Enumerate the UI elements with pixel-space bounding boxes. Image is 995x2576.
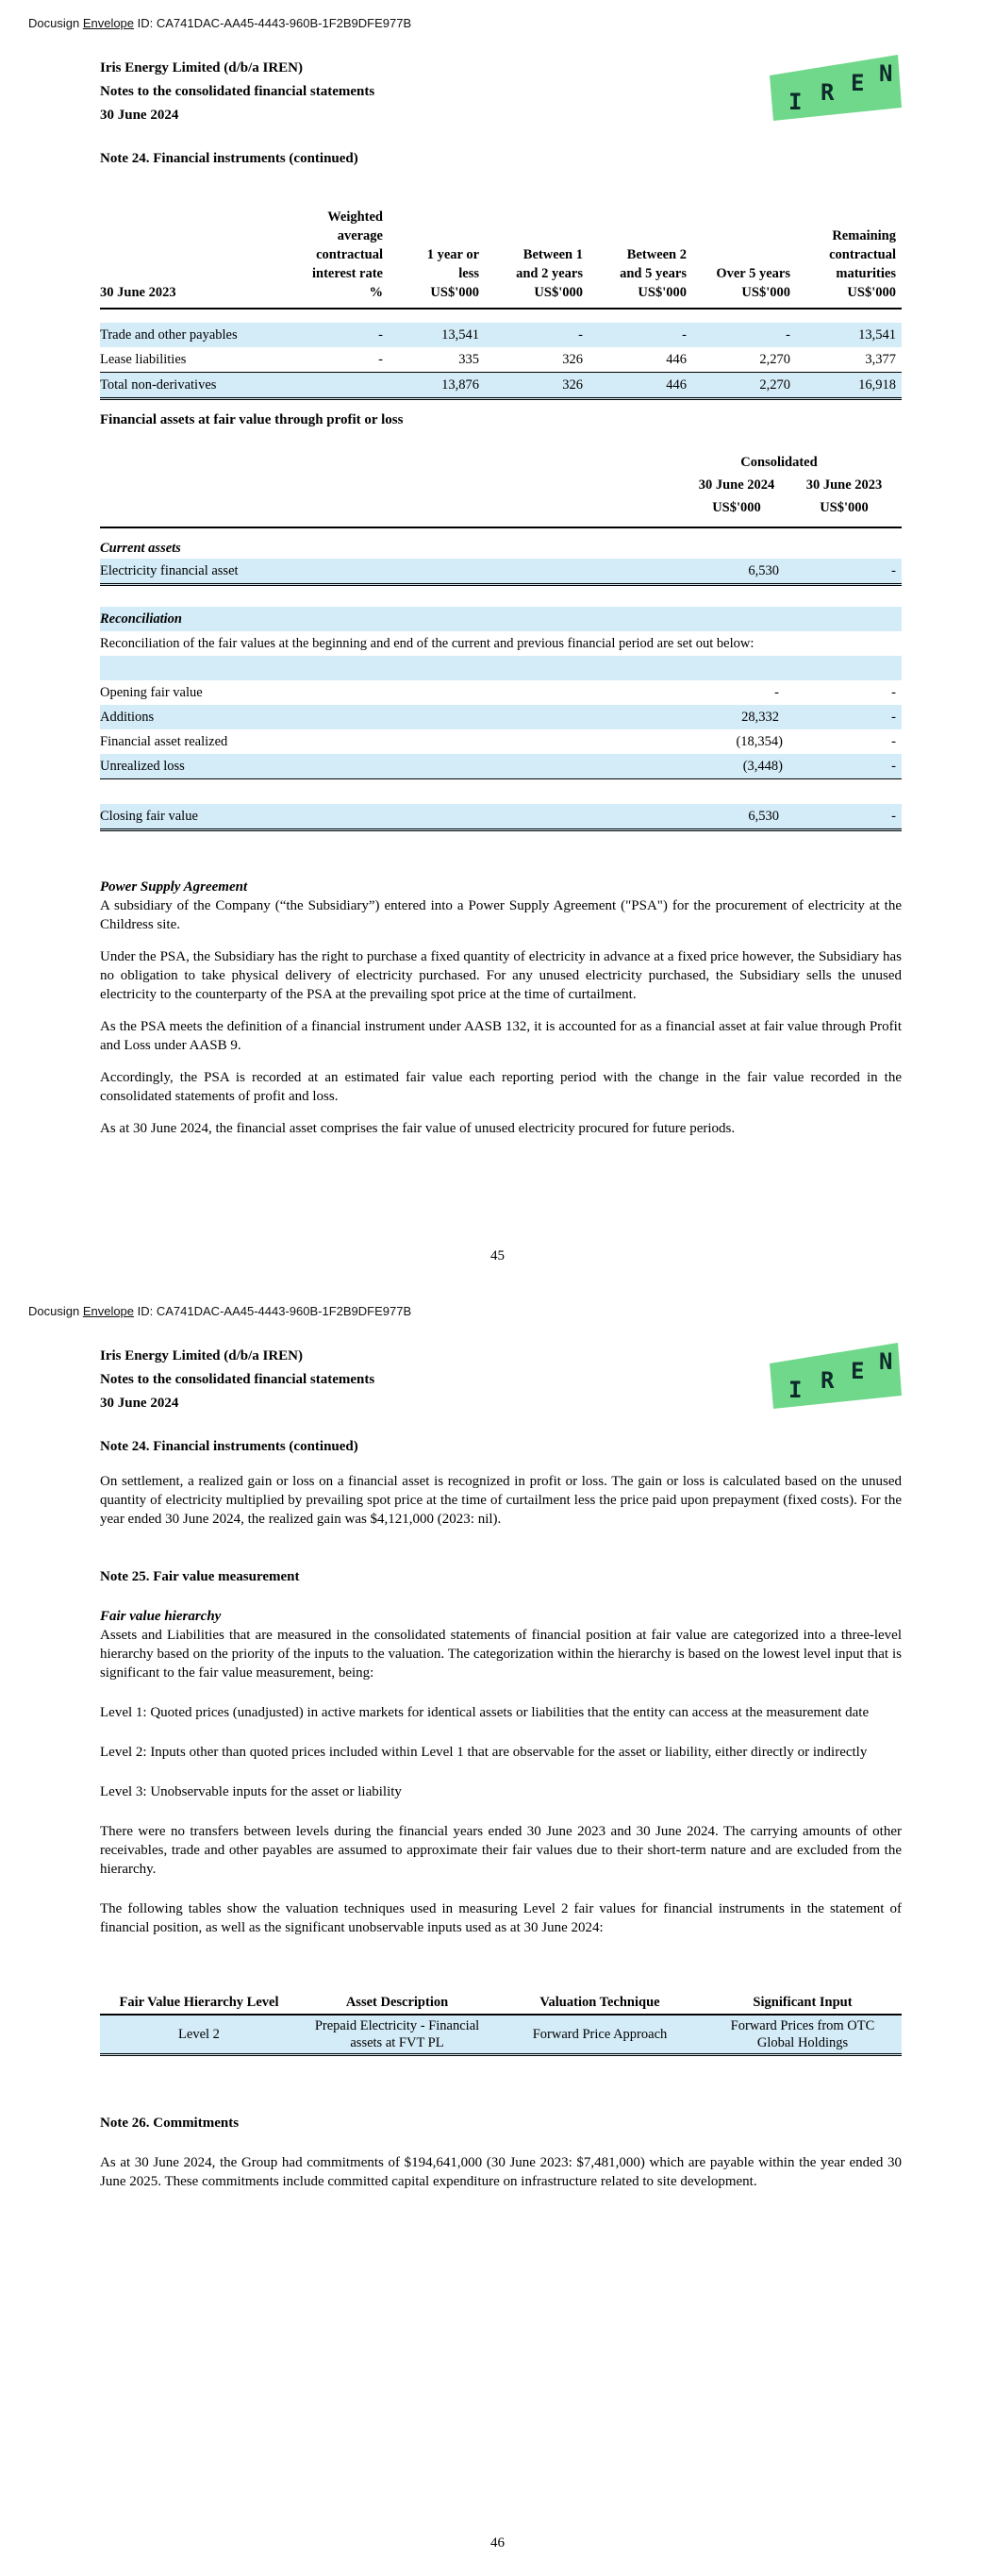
table-row: Electricity financial asset 6,530 - [100,559,902,586]
page-46 [0,1288,995,2576]
table-header [100,198,902,302]
table-row: Unrealized loss (3,448) - [100,754,902,779]
header-technique: Valuation Technique [539,1995,660,2010]
psa-paragraph-4: Accordingly, the PSA is recorded at an estimated fair value each reporting period with the change in the fair value recorded in the consolidated statements of profit and loss. [100,1070,902,1104]
header-period: 30 June 2023 [100,285,176,300]
table-total-row: Total non-derivatives 13,876 326 446 2,270 16,918 [100,372,902,400]
fvpl-header [100,453,902,527]
transfers-paragraph: There were no transfers between levels during the financial years ended 30 June 2023 and 30 June 2024. The carrying amounts of other receivables, trade and other payables are assumed to approximate their fair values due to their short-term nature and are excluded from the hierarchy. [100,1824,902,1877]
fv-hierarchy-title: Fair value hierarchy [100,1609,222,1624]
col-2024: 30 June 2024 [698,477,775,493]
svg-text:E: E [851,1358,865,1384]
valuation-table [100,1991,902,2056]
psa-paragraph-5: As at 30 June 2024, the financial asset comprises the fair value of unused electricity procured for future periods. [100,1121,736,1136]
cell-level: Level 2 [178,2027,220,2042]
maturity-table [100,198,902,400]
table-row: Opening fair value - - [100,685,896,700]
table-row: Lease liabilities - 335 326 446 2,270 3,377 [100,352,896,367]
document-header [100,57,374,127]
level-3-text: Level 3: Unobservable inputs for the asset or liability [100,1784,402,1799]
psa-section [100,878,902,1151]
header-remaining: Remaining contractual maturities US$'000 [829,228,896,300]
iren-logo [766,1335,905,1413]
svg-text:N: N [879,60,893,87]
note-24-title: Note 24. Financial instruments (continued) [100,151,358,166]
statement-title: Notes to the consolidated financial statements [100,84,375,99]
unit-2024: US$'000 [712,500,761,515]
table-header [100,1991,902,2016]
fair-value-section [100,1607,902,1950]
header-asset: Asset Description [345,1995,449,2010]
page-number: 45 [490,1248,505,1263]
header-over-5-years: Over 5 years US$'000 [716,266,790,300]
statement-title: Notes to the consolidated financial statements [100,1372,375,1387]
commitments-paragraph: As at 30 June 2024, the Group had commitments of $194,641,000 (30 June 2023: $7,481,000) which are payable within the year ended 30 June 2025. These commitments include committed capital expenditure on infrastructure related to site development. [100,2155,902,2189]
col-2023: 30 June 2023 [805,477,883,493]
cell-input: Forward Prices from OTC Global Holdings [730,2018,875,2050]
table-row: Financial asset realized (18,354) - [100,734,896,749]
header-input: Significant Input [753,1995,853,2010]
statement-date: 30 June 2024 [100,108,179,123]
header-2-5-years: Between 2 and 5 years US$'000 [620,247,687,300]
reconciliation-label: Reconciliation [100,607,902,631]
settlement-paragraph: On settlement, a realized gain or loss on a financial asset is recognized in profit or loss. The gain or loss is calculated based on the unused quantity of electricity multiplied by prevailing spot price at the time of curtailment less the price paid upon prepayment (fixed costs). For the year ended 30 June 2024, the realized gain was $4,121,000 (2023: nil). [100,1474,902,1527]
table-row: Additions 28,332 - [100,705,902,729]
current-assets-label: Current assets [100,541,181,556]
fvpl-table [100,453,902,831]
docusign-envelope-id: Docusign Envelope ID: CA741DAC-AA45-4443-960B-1F2B9DFE977B [28,16,412,30]
docusign-envelope-id: Docusign Envelope ID: CA741DAC-AA45-4443-960B-1F2B9DFE977B [28,1304,412,1318]
svg-text:E: E [851,70,865,96]
header-1-2-years: Between 1 and 2 years US$'000 [516,247,583,300]
note-24-title: Note 24. Financial instruments (continued) [100,1439,358,1454]
envelope-link[interactable]: Envelope [82,16,135,30]
company-name: Iris Energy Limited (d/b/a IREN) [100,1348,304,1363]
header-1-year: 1 year or less US$'000 [426,247,479,300]
closing-row: Closing fair value 6,530 - [100,804,902,831]
header-rate: Weighted average contractual interest rate % [311,209,383,300]
fvpl-title: Financial assets at fair value through profit or loss [100,412,404,427]
tables-paragraph: The following tables show the valuation techniques used in measuring Level 2 fair values for financial instruments in the statement of financial position, as well as the significant unobservable inputs used as at 30 June 2024: [100,1901,902,1935]
iren-logo [766,47,905,125]
envelope-link[interactable]: Envelope [82,1304,135,1318]
company-name: Iris Energy Limited (d/b/a IREN) [100,60,304,75]
svg-text:N: N [879,1348,893,1375]
reconciliation-text: Reconciliation of the fair values at the beginning and end of the current and previous financial period are set out below: [100,636,755,651]
header-level: Fair Value Hierarchy Level [119,1995,279,2010]
svg-text:R: R [821,79,835,106]
svg-text:R: R [821,1367,835,1394]
psa-paragraph-3: As the PSA meets the definition of a financial instrument under AASB 132, it is accounted for as a financial asset at fair value through Profit and Loss under AASB 9. [100,1019,902,1053]
consolidated-header: Consolidated [740,455,818,470]
psa-paragraph-1: A subsidiary of the Company (“the Subsidiary”) entered into a Power Supply Agreement ("PSA") for the procurement of electricity at the Childress site. [100,898,902,932]
svg-text:I: I [788,89,803,115]
page-number: 46 [490,2535,505,2551]
psa-paragraph-2: Under the PSA, the Subsidiary has the right to purchase a fixed quantity of electricity in advance at a fixed price however, the Subsidiary has no obligation to take physical delivery of electricity purchased. For any unused electricity purchased, the Subsidiary sells the unused electricity to the counterparty of the PSA at the prevailing spot price at the time of curtailment. [100,949,902,1002]
cell-technique: Forward Price Approach [532,2027,668,2042]
psa-title: Power Supply Agreement [100,879,248,895]
document-header [100,1345,374,1415]
table-row [100,2016,902,2056]
note-26-title: Note 26. Commitments [100,2116,240,2131]
cell-asset: Prepaid Electricity - Financial assets at FVT PL [314,2018,480,2050]
statement-date: 30 June 2024 [100,1396,179,1411]
spacer-row [100,656,902,680]
fv-paragraph: Assets and Liabilities that are measured in the consolidated statements of financial position at fair value are categorized into a three-level hierarchy based on the priority of the inputs to the valuation. The categorization within the hierarchy is based on the lowest level input that is significant to the fair value measurement, being: [100,1628,902,1681]
svg-text:I: I [788,1377,803,1403]
note-25-title: Note 25. Fair value measurement [100,1569,300,1584]
unit-2023: US$'000 [820,500,869,515]
level-1-text: Level 1: Quoted prices (unadjusted) in active markets for identical assets or liabilities that the entity can access at the measurement date [100,1705,870,1720]
table-row: Trade and other payables - 13,541 - - - 13,541 [100,323,902,347]
level-2-text: Level 2: Inputs other than quoted prices included within Level 1 that are observable for the asset or liability, either directly or indirectly [100,1745,868,1760]
